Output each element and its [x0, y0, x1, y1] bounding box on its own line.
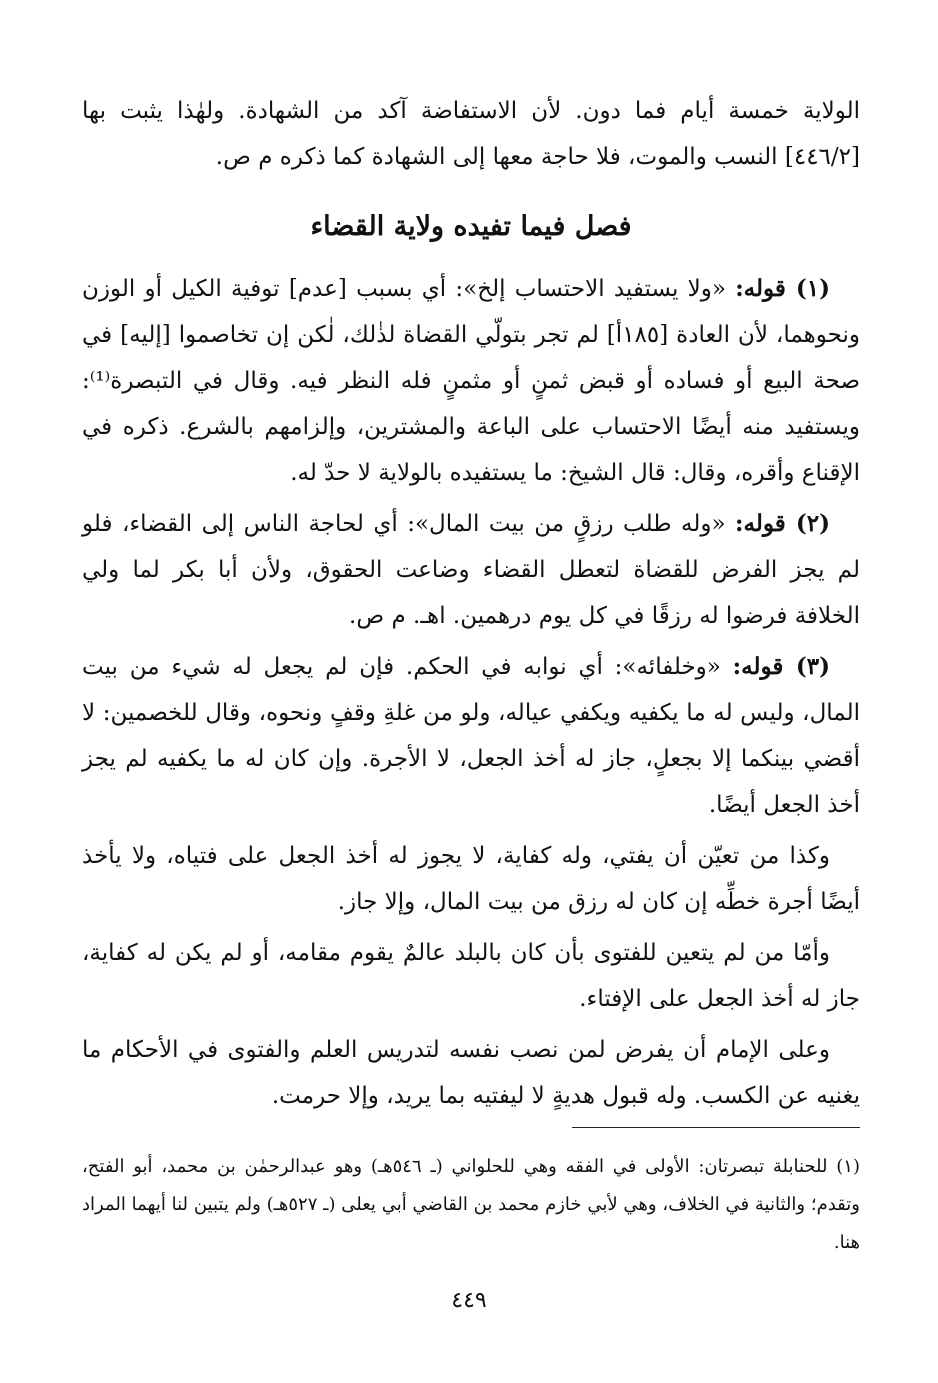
footnote: (١) للحنابلة تبصرتان: الأولى في الفقه وهي للحلواني (ـ ٥٤٦هـ) وهو عبدالرحمٰن بن محمد، أبو الفتح، وتقدم؛ والثانية في الخلاف، وهي لأبي خازم محمد بن القاضي أبي يعلى (ـ ٥٢٧هـ) ولم يتبين لنا أيهما المراد هنا. [82, 1156, 860, 1253]
section-heading: فصل فيما تفيده ولاية القضاء [310, 211, 632, 242]
footnote-separator [572, 1127, 860, 1128]
paragraph-1-label: (١) قوله: [735, 275, 830, 302]
main-text [82, 266, 860, 1119]
paragraph-6: وعلى الإمام أن يفرض لمن نصب نفسه لتدريس العلم والفتوى في الأحكام ما يغنيه عن الكسب. وله قبول هديةٍ لا ليفتيه بما يريد، وإلا حرمت. [82, 1037, 860, 1109]
paragraph-2-label: (٢) قوله: [735, 510, 830, 537]
paragraph-2 [82, 501, 860, 639]
intro-paragraph: الولاية خمسة أيام فما دون. لأن الاستفاضة آكد من الشهادة. ولهٰذا يثبت بها [٤٤٦/٢] النسب والموت، فلا حاجة معها إلى الشهادة كما ذكره م ص. [82, 98, 860, 170]
paragraph-5: وأمّا من لم يتعين للفتوى بأن كان بالبلد عالمٌ يقوم مقامه، أو لم يكن له كفاية، جاز له أخذ الجعل على الإفتاء. [82, 940, 860, 1012]
paragraph-3-label: (٣) قوله: [732, 653, 831, 680]
paragraph-2-text: «وله طلب رزقٍ من بيت المال»: أي لحاجة الناس إلى القضاء، فلو لم يجز الفرض للقضاة لتعطل القضاء وضاعت الحقوق، ولأن أبا بكر لما ولي الخلافة فرضوا له رزقًا في كل يوم درهمين. اهـ. م ص. [82, 511, 860, 629]
paragraph-1-text: «ولا يستفيد الاحتساب إلخ»: أي بسبب [عدم] توفية الكيل أو الوزن ونحوهما، لأن العادة [١٨٥أ] لم تجر بتولّي القضاة لذٰلك، لٰكن إن تخاصموا [إليه] في صحة البيع أو فساده أو قبض ثمنٍ أو مثمنٍ فله النظر فيه. وقال في التبصرة⁽¹⁾: ويستفيد منه أيضًا الاحتساب على الباعة والمشترين، وإلزامهم بالشرع. ذكره في الإقناع وأقره، وقال: قال الشيخ: ما يستفيده بالولاية لا حدّ له. [82, 276, 860, 486]
page-number: ٤٤٩ [451, 1288, 487, 1313]
paragraph-1 [82, 266, 860, 496]
paragraph-3-text: «وخلفائه»: أي نوابه في الحكم. فإن لم يجعل له شيء من بيت المال، وليس له ما يكفيه ويكفي عياله، ولو من غلةِ وقفٍ ونحوه، وقال للخصمين: لا أقضي بينكما إلا بجعلٍ، جاز له أخذ الجعل، لا الأجرة. وإن كان له ما يكفيه لم يجز أخذ الجعل أيضًا. [82, 654, 860, 818]
paragraph-4: وكذا من تعيّن أن يفتي، وله كفاية، لا يجوز له أخذ الجعل على فتياه، ولا يأخذ أيضًا أجرة خطِّه إن كان له رزق من بيت المال، وإلا جاز. [82, 843, 860, 915]
paragraph-3 [82, 644, 860, 828]
